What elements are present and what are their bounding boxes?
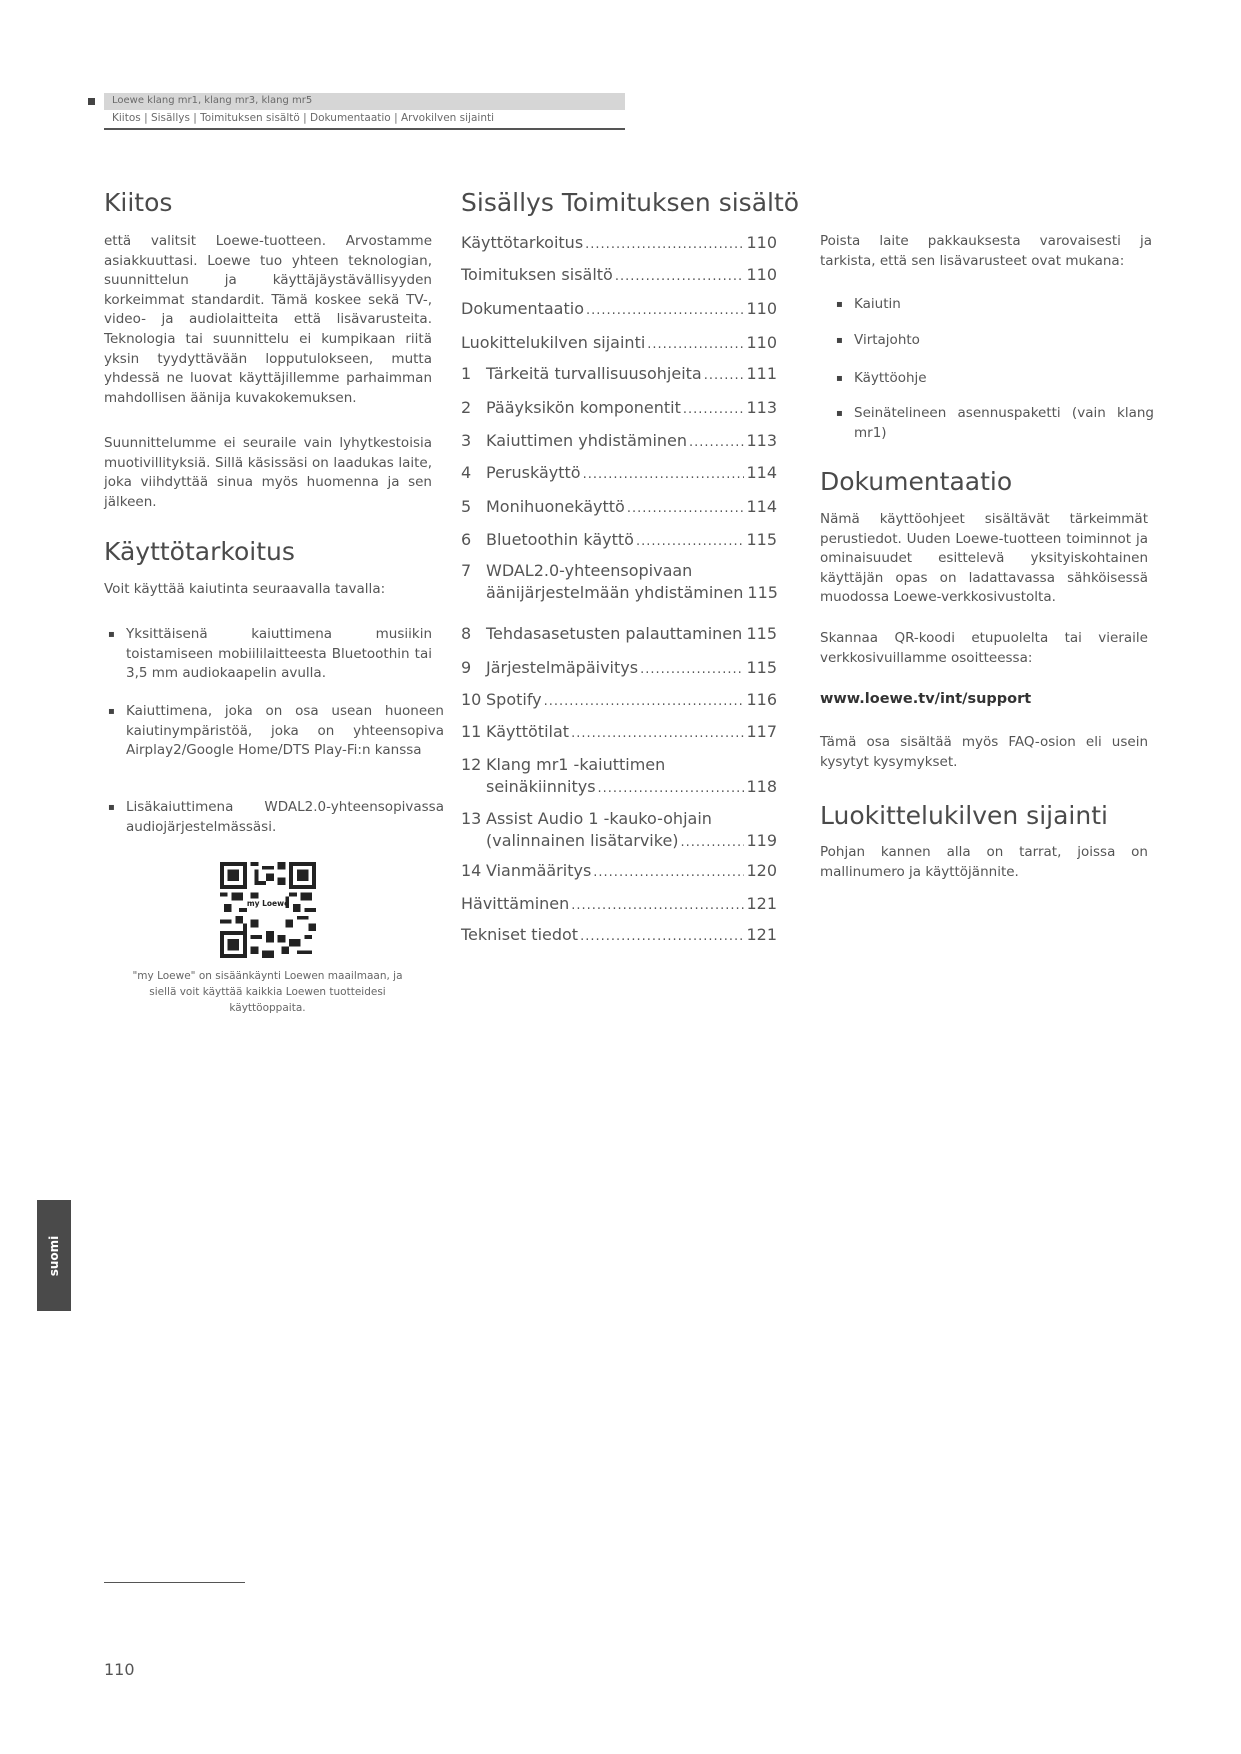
toc-leader (615, 264, 745, 288)
toc-entry-page: 110 (746, 233, 777, 252)
toc-entry-number: 12 (461, 755, 482, 774)
toc-entry-title: Spotify (486, 690, 542, 709)
toc-entry-number: 4 (461, 463, 472, 482)
toc-entry-page: 120 (746, 861, 777, 880)
toc-entry-title: Dokumentaatio (461, 299, 584, 318)
toc-entry-title: Järjestelmäpäivitys (486, 658, 639, 677)
toc-entry[interactable] (461, 232, 777, 256)
toc-entry-page: 113 (746, 398, 777, 417)
toc-leader (636, 529, 745, 553)
qr-label: my Loewe (246, 899, 290, 908)
kiitos-paragraph-1: että valitsit Loewe-tuotteen. Arvostamme asiakkuuttasi. Loewe tuo yhteen teknologian, suunnittelun ja käyttäjäystävällisyyden korkeimmat standardit. Tämä koskee sekä TV-, video- ja audiolaitteita että lisävarusteita. Teknologia tai suunnittelu ei kumpikaan riitä yksin tyydyttävään lopputulokseen, mutta yhdessä ne luovat käyttäjillemme parhaimman mahdollisen äänija kuvakokemuksen. (104, 233, 432, 406)
toc-entry-number: 10 (461, 690, 482, 709)
toc-entry-title: Tekniset tiedot (461, 925, 579, 944)
plate-heading: Luokittelukilven sijainti (820, 801, 1108, 830)
toc-leader (571, 721, 744, 745)
toc-entry-page: 116 (746, 690, 777, 709)
toc-entry-page: 115 (747, 583, 778, 602)
toc-entry-number: 9 (461, 658, 472, 677)
header-title: Loewe klang mr1, klang mr3, klang mr5 (112, 95, 313, 106)
header-bullet (88, 98, 95, 105)
toc-entry[interactable] (461, 754, 777, 800)
toc-entry[interactable] (461, 363, 777, 387)
toc-leader (598, 776, 745, 800)
toc-entry-number: 5 (461, 497, 472, 516)
plate-paragraph: Pohjan kannen alla on tarrat, joissa on mallinumero ja käyttöjännite. (820, 844, 1148, 880)
toc-entry[interactable] (461, 298, 777, 322)
toc-entry-title: Hävittäminen (461, 894, 570, 913)
toc-entry-title: Vianmääritys (486, 861, 592, 880)
toc-entry[interactable] (461, 430, 777, 454)
kayttotarkoitus-intro: Voit käyttää kaiutinta seuraavalla tavalla: (104, 581, 386, 597)
toc-leader (580, 924, 744, 948)
toc-entry-page: 110 (746, 333, 777, 352)
toc-entry-title: Klang mr1 -kaiuttimen (486, 755, 666, 774)
toc-entry-title: Assist Audio 1 -kauko-ohjain (486, 809, 712, 828)
toc-entry[interactable] (461, 860, 777, 884)
toc-entry-title: Bluetoothin käyttö (486, 530, 634, 549)
toc-entry-title: Peruskäyttö (486, 463, 581, 482)
doc-paragraph-1: Nämä käyttöohjeet sisältävät tärkeimmät perustiedot. Uuden Loewe-tuotteen toiminnot ja ominaisuudet esittelevä yksityiskohtainen käyttäjän opas on ladattavassa sähköisessä muodossa Loewe-verkkosivustolta. (820, 511, 1148, 606)
toc-entry[interactable] (461, 529, 777, 553)
qr-code-icon (220, 862, 316, 958)
toc-leader (585, 232, 744, 256)
toc-leader (704, 363, 745, 387)
language-tab-label: suomi (47, 1235, 61, 1276)
toc-entry[interactable] (461, 689, 777, 713)
toc-entry-title: Tehdasasetusten palauttaminen (486, 624, 743, 643)
toc-entry-page: 110 (746, 299, 777, 318)
toc-entry-title: Käyttötilat (486, 722, 570, 741)
toc-entry-number: 8 (461, 624, 472, 643)
toc-entry[interactable] (461, 657, 777, 681)
toc-entry[interactable] (461, 893, 777, 917)
page-number: 110 (104, 1660, 135, 1679)
footnote-rule (104, 1582, 245, 1583)
header-divider (104, 128, 625, 130)
toc-leader (571, 893, 744, 917)
toc-leader (681, 830, 745, 854)
toc-entry-title: WDAL2.0-yhteensopivaan (486, 561, 693, 580)
toc-heading: Sisällys Toimituksen sisältö (461, 188, 800, 217)
toc-entry-page: 115 (746, 624, 777, 643)
toc-leader (689, 430, 744, 454)
doc-paragraph-3: Tämä osa sisältää myös FAQ-osion eli usein kysytyt kysymykset. (820, 734, 1148, 770)
toc-entry-title: Kaiuttimen yhdistäminen (486, 431, 688, 450)
use-bullet-1: ▪ Yksittäisenä kaiuttimena musiikin toistamiseen mobiililaitteesta Bluetoothin tai 3,5 mm audiokaapelin avulla. (126, 625, 432, 684)
toc-entry-title-continued: äänijärjestelmään yhdistäminen (486, 583, 744, 602)
toc-leader (544, 689, 745, 713)
toc-entry-page: 111 (746, 364, 777, 383)
toc-leader (640, 657, 744, 681)
use-bullet-2: ▪ Kaiuttimena, joka on osa usean huoneen kaiutinympäristöä, joka on yhteensopiva Airplay2/Google Home/DTS Play-Fi:n kanssa (126, 702, 444, 761)
toc-entry-number: 14 (461, 861, 482, 880)
use-bullet-3: ▪ Lisäkaiuttimena WDAL2.0-yhteensopivassa audiojärjestelmässäsi. (126, 798, 444, 837)
toc-entry-page: 119 (746, 831, 777, 850)
toc-entry-number: 2 (461, 398, 472, 417)
toc-entry-page: 118 (746, 777, 777, 796)
kiitos-paragraph-2: Suunnittelumme ei seuraile vain lyhytkestoisia muotivillityksiä. Sillä käsissäsi on laadukas laite, joka viihdyttää sinua myös huomenna ja sen jälkeen. (104, 435, 432, 510)
toc-entry-page: 117 (746, 722, 777, 741)
toc-entry-number: 7 (461, 561, 472, 580)
toc-entry-page: 121 (746, 925, 777, 944)
toc-leader (647, 332, 744, 356)
toc-entry-page: 113 (746, 431, 777, 450)
toc-entry-title: Pääyksikön komponentit (486, 398, 681, 417)
toc-entry[interactable] (461, 623, 777, 647)
toc-leader (586, 298, 744, 322)
toc-entry-title-continued: seinäkiinnitys (486, 777, 596, 796)
toc-entry[interactable] (461, 808, 777, 854)
toc-entry-title: Luokittelukilven sijainti (461, 333, 646, 352)
doc-paragraph-2: Skannaa QR-koodi etupuolelta tai vieraile verkkosivuillamme osoitteessa: (820, 630, 1148, 666)
toc-entry-page: 115 (746, 530, 777, 549)
toc-entry-page: 121 (746, 894, 777, 913)
toc-entry-title: Toimituksen sisältö (461, 265, 613, 284)
contents-item-3: ▪ Käyttöohje (854, 369, 1154, 389)
toc-entry-title-continued: (valinnainen lisätarvike) (486, 831, 679, 850)
toc-entry-number: 6 (461, 530, 472, 549)
toc-entry[interactable] (461, 397, 777, 421)
toc-entry[interactable] (461, 496, 777, 520)
toc-entry-number: 11 (461, 722, 482, 741)
toc-entry[interactable] (461, 332, 777, 356)
toc-entry[interactable] (461, 721, 777, 745)
contents-item-1: ▪ Kaiutin (854, 295, 1154, 315)
toc-entry-page: 114 (746, 497, 777, 516)
toc-leader (683, 397, 745, 421)
language-tab (37, 1200, 71, 1311)
toc-entry-page: 115 (746, 658, 777, 677)
toc-leader (627, 496, 745, 520)
toc-leader (593, 860, 744, 884)
toc-entry[interactable] (461, 924, 777, 948)
toc-entry-title: Monihuonekäyttö (486, 497, 625, 516)
kiitos-heading: Kiitos (104, 188, 173, 217)
qr-caption: "my Loewe" on sisäänkäynti Loewen maailmaan, ja siellä voit käyttää kaikkia Loewen tuotteidesi käyttöoppaita. (132, 970, 403, 1014)
dokumentaatio-heading: Dokumentaatio (820, 467, 1013, 496)
toc-entry-title: Käyttötarkoitus (461, 233, 584, 252)
toc-entry-title: Tärkeitä turvallisuusohjeita (486, 364, 702, 383)
toc-entry[interactable] (461, 560, 777, 606)
breadcrumb: Kiitos | Sisällys | Toimituksen sisältö | Dokumentaatio | Arvokilven sijainti (112, 112, 495, 124)
toc-leader (583, 462, 745, 486)
kayttotarkoitus-heading: Käyttötarkoitus (104, 537, 295, 566)
toc-entry[interactable] (461, 462, 777, 486)
contents-item-4: ▪ Seinätelineen asennuspaketti (vain klang mr1) (854, 404, 1154, 443)
toc-entry-number: 13 (461, 809, 482, 828)
toc-entry-page: 110 (746, 265, 777, 284)
toc-entry-number: 3 (461, 431, 472, 450)
support-link[interactable]: www.loewe.tv/int/support (820, 691, 1032, 707)
toc-entry-page: 114 (746, 463, 777, 482)
contents-intro: Poista laite pakkauksesta varovaisesti ja tarkista, että sen lisävarusteet ovat mukana: (820, 233, 1152, 269)
toc-entry[interactable] (461, 264, 777, 288)
contents-item-2: ▪ Virtajohto (854, 331, 1154, 351)
toc-entry-number: 1 (461, 364, 472, 383)
